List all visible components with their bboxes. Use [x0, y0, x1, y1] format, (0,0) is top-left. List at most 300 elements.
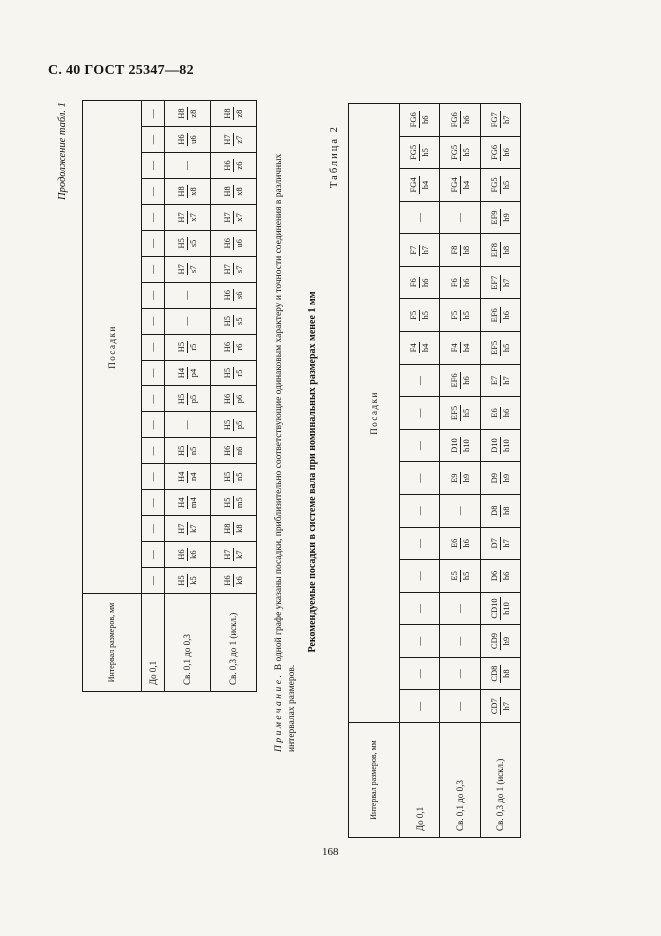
shaft-tolerance: z6: [233, 161, 244, 170]
table2-cell: [400, 104, 440, 137]
shaft-tolerance: h5: [460, 571, 471, 581]
fit-fraction: [223, 289, 244, 301]
table1-cell: [164, 204, 210, 230]
shaft-tolerance: m5: [233, 497, 244, 509]
table1-cell: [141, 308, 164, 334]
shaft-tolerance: h7: [500, 376, 511, 385]
hole-tolerance: F6: [408, 278, 419, 288]
table2-cell: [440, 527, 480, 560]
table2-cell: [400, 201, 440, 234]
note-text: В одной графе указаны посадки, приблизительно соответствующие одинаковым характеру и точности соединения в различных интервалах размеров.: [274, 153, 297, 752]
table1-cell: [210, 438, 256, 464]
hole-tolerance: H6: [175, 134, 186, 145]
fit-fraction: [490, 570, 511, 582]
empty-cell-dash: —: [147, 316, 158, 326]
table2-cell: [400, 592, 440, 625]
fit-fraction: [450, 310, 471, 321]
shaft-tolerance: h5: [420, 148, 431, 157]
table2-grid: [348, 103, 521, 838]
fit-fraction: [490, 665, 511, 683]
shaft-tolerance: h8: [500, 245, 511, 255]
hole-tolerance: H4: [175, 471, 186, 482]
table1-cell: [210, 386, 256, 412]
table1-cell: [141, 542, 164, 568]
shaft-tolerance: h6: [500, 571, 511, 581]
shaft-tolerance: n6: [233, 446, 244, 456]
hole-tolerance: CD10: [488, 598, 499, 619]
table1-cell: [141, 101, 164, 127]
table1-cell: [141, 179, 164, 205]
table1-note: [273, 112, 298, 752]
table1-row: [210, 101, 256, 692]
table2-cell: [480, 429, 520, 462]
fit-fraction: [490, 111, 511, 128]
table2-title: Таблица 2: [329, 125, 340, 188]
shaft-tolerance: h6: [500, 311, 511, 320]
hole-tolerance: FG7: [488, 112, 499, 128]
hole-tolerance: F4: [408, 343, 419, 353]
table1-cell: [141, 360, 164, 386]
table2-cell: [440, 429, 480, 462]
empty-cell-dash: —: [147, 524, 158, 534]
shaft-tolerance: m4: [187, 497, 198, 509]
table1-row: [141, 101, 164, 692]
shaft-tolerance: k7: [233, 550, 244, 559]
table1-cell: [141, 438, 164, 464]
shaft-tolerance: h4: [420, 343, 431, 353]
hole-tolerance: H5: [175, 393, 186, 405]
table1-cell: [210, 282, 256, 308]
hole-tolerance: H5: [175, 575, 186, 586]
table2-cell: [440, 494, 480, 527]
table2-row-label: Св. 0,3 до 1 (искл.): [480, 723, 520, 838]
fit-fraction: [450, 144, 471, 161]
table2-cell: [440, 201, 480, 234]
hole-tolerance: FG4: [448, 177, 459, 193]
table2-cell: [400, 299, 440, 332]
table2-cell: [400, 657, 440, 690]
table2-cell: [400, 364, 440, 397]
table1-cell: [210, 334, 256, 360]
fit-fraction: [177, 548, 198, 560]
fit-fraction: [450, 277, 471, 288]
fit-fraction: [450, 176, 471, 193]
empty-cell-dash: —: [414, 441, 425, 451]
hole-tolerance: H5: [221, 419, 232, 431]
empty-cell-dash: —: [455, 701, 466, 711]
table2-cell: [400, 234, 440, 267]
shaft-tolerance: h4: [420, 180, 431, 190]
table1-cell: [141, 256, 164, 282]
shaft-tolerance: h8: [500, 506, 511, 515]
hole-tolerance: EF6: [448, 373, 459, 388]
table1-cell: [164, 412, 210, 438]
hole-tolerance: EF8: [488, 243, 499, 258]
fit-fraction: [409, 342, 430, 353]
fit-fraction: [409, 310, 430, 321]
hole-tolerance: D7: [488, 538, 499, 549]
table2-cell: [440, 397, 480, 430]
hole-tolerance: H8: [221, 108, 232, 119]
table2-cell: [480, 234, 520, 267]
shaft-tolerance: k5: [187, 576, 198, 585]
empty-cell-dash: —: [147, 342, 158, 352]
fit-fraction: [490, 437, 511, 454]
shaft-tolerance: h9: [500, 636, 511, 646]
fit-fraction: [223, 211, 244, 223]
shaft-tolerance: s7: [187, 265, 198, 274]
table2-cell: [480, 592, 520, 625]
shaft-tolerance: p4: [187, 368, 198, 378]
table2-cell: [440, 657, 480, 690]
hole-tolerance: FG4: [408, 177, 419, 193]
table1: [82, 100, 257, 692]
fit-fraction: [490, 597, 511, 619]
shaft-tolerance: h9: [500, 473, 511, 483]
fit-fraction: [490, 632, 511, 650]
empty-cell-dash: —: [455, 603, 466, 613]
table1-cell: [141, 464, 164, 490]
hole-tolerance: EF6: [488, 308, 499, 323]
hole-tolerance: H8: [175, 108, 186, 119]
fit-fraction: [177, 185, 198, 197]
empty-cell-dash: —: [147, 186, 158, 196]
fit-fraction: [409, 176, 430, 193]
table1-cell: [210, 516, 256, 542]
empty-cell-dash: —: [147, 498, 158, 508]
table2-cell: [440, 136, 480, 169]
empty-cell-dash: —: [414, 375, 425, 385]
table2-cell: [480, 625, 520, 658]
table2-row: [440, 104, 480, 838]
table2-cell: [400, 397, 440, 430]
hole-tolerance: FG6: [408, 112, 419, 128]
hole-tolerance: F4: [448, 343, 459, 353]
fit-fraction: [223, 159, 244, 171]
table2-cell: [400, 527, 440, 560]
table2-caption: Рекомендуемые посадки в системе вала при номинальных размерах менее 1 мм: [307, 291, 318, 653]
hole-tolerance: H6: [175, 549, 186, 560]
fit-fraction: [450, 342, 471, 353]
shaft-tolerance: p6: [233, 394, 244, 404]
table1-cell: [164, 256, 210, 282]
table1-row-label: Св. 0,1 до 0,3: [164, 594, 210, 692]
shaft-tolerance: h9: [460, 473, 471, 483]
table2-cell: [400, 169, 440, 202]
hole-tolerance: H7: [221, 134, 232, 145]
shaft-tolerance: n4: [187, 472, 198, 482]
empty-cell-dash: —: [147, 472, 158, 482]
note-label: Примечание.: [274, 672, 284, 752]
empty-cell-dash: —: [147, 212, 158, 222]
table1-cell: [141, 334, 164, 360]
shaft-tolerance: h7: [500, 539, 511, 548]
hole-tolerance: FG6: [488, 144, 499, 160]
shaft-tolerance: k8: [233, 524, 244, 533]
table2-cell: [480, 527, 520, 560]
empty-cell-dash: —: [414, 213, 425, 223]
hole-tolerance: H4: [175, 367, 186, 379]
table2-cell: [480, 136, 520, 169]
table2-cell: [440, 104, 480, 137]
hole-tolerance: H8: [221, 523, 232, 534]
table1-cell: [164, 464, 210, 490]
page-number: 168: [322, 846, 339, 858]
hole-tolerance: E6: [488, 408, 499, 418]
table2-cell: [480, 690, 520, 723]
table2-cell: [400, 560, 440, 593]
hole-tolerance: H5: [175, 445, 186, 457]
shaft-tolerance: z8: [187, 109, 198, 118]
table1-cell: [164, 568, 210, 594]
shaft-tolerance: h6: [500, 408, 511, 418]
table1-cell: [141, 412, 164, 438]
table2-cell: [480, 397, 520, 430]
table2-row: [400, 104, 440, 838]
empty-cell-dash: —: [414, 538, 425, 548]
fit-fraction: [223, 185, 244, 197]
empty-cell-dash: —: [147, 290, 158, 300]
shaft-tolerance: h5: [500, 343, 511, 353]
empty-cell-dash: —: [147, 446, 158, 456]
hole-tolerance: E7: [488, 375, 499, 386]
hole-tolerance: F5: [408, 310, 419, 320]
table2-cell: [440, 690, 480, 723]
hole-tolerance: H5: [221, 367, 232, 379]
empty-cell-dash: —: [147, 109, 158, 119]
hole-tolerance: F6: [448, 278, 459, 288]
hole-tolerance: FG5: [488, 177, 499, 193]
table2-cell: [480, 299, 520, 332]
hole-tolerance: H6: [221, 445, 232, 457]
hole-tolerance: H7: [175, 264, 186, 275]
empty-cell-dash: —: [414, 473, 425, 483]
fit-fraction: [490, 340, 511, 356]
table2-cell: [480, 104, 520, 137]
fit-fraction: [177, 367, 198, 379]
empty-cell-dash: —: [147, 576, 158, 586]
fit-fraction: [223, 133, 244, 145]
table1-row-label: До 0,1: [141, 594, 164, 692]
hole-tolerance: H7: [221, 549, 232, 560]
table1-cell: [164, 101, 210, 127]
table1-fits-header: Посадки: [83, 101, 142, 594]
table1-cell: [141, 153, 164, 179]
shaft-tolerance: k6: [187, 550, 198, 559]
fit-fraction: [490, 242, 511, 258]
table2-interval-header: Интервал размеров, мм: [349, 723, 400, 838]
table1-cell: [210, 256, 256, 282]
fit-fraction: [177, 211, 198, 223]
table1-cell: [210, 360, 256, 386]
fit-fraction: [409, 277, 430, 288]
table1-row: [164, 101, 210, 692]
table1-cell: [164, 153, 210, 179]
shaft-tolerance: u6: [187, 135, 198, 144]
hole-tolerance: H4: [175, 497, 186, 508]
table1-cell: [141, 127, 164, 153]
fit-fraction: [450, 405, 471, 421]
hole-tolerance: H6: [221, 341, 232, 353]
hole-tolerance: H8: [221, 186, 232, 197]
hole-tolerance: E9: [448, 473, 459, 483]
fit-fraction: [450, 372, 471, 388]
empty-cell-dash: —: [414, 408, 425, 418]
shaft-tolerance: s5: [233, 317, 244, 325]
fit-fraction: [223, 263, 244, 275]
fit-fraction: [177, 107, 198, 119]
table2-cell: [440, 332, 480, 365]
table2-cell: [440, 462, 480, 495]
fit-fraction: [223, 445, 244, 457]
hole-tolerance: E6: [448, 538, 459, 549]
shaft-tolerance: h10: [500, 439, 511, 452]
fit-fraction: [490, 307, 511, 323]
table1-cell: [141, 282, 164, 308]
shaft-tolerance: h6: [420, 115, 431, 125]
table1-interval-header: Интервал размеров, мм: [83, 594, 142, 692]
shaft-tolerance: p5: [233, 420, 244, 430]
fit-fraction: [223, 367, 244, 379]
empty-cell-dash: —: [182, 290, 193, 300]
shaft-tolerance: r6: [233, 343, 244, 351]
hole-tolerance: H5: [221, 471, 232, 482]
fit-fraction: [490, 176, 511, 193]
table2-cell: [440, 266, 480, 299]
shaft-tolerance: h7: [500, 278, 511, 287]
hole-tolerance: F8: [448, 245, 459, 255]
table1-cell: [164, 386, 210, 412]
fit-fraction: [177, 522, 198, 534]
table2-cell: [440, 299, 480, 332]
empty-cell-dash: —: [455, 636, 466, 646]
hole-tolerance: H6: [221, 393, 232, 405]
empty-cell-dash: —: [147, 550, 158, 560]
fit-fraction: [223, 341, 244, 353]
table1-cell: [210, 127, 256, 153]
hole-tolerance: H5: [221, 497, 232, 508]
shaft-tolerance: h4: [460, 180, 471, 190]
empty-cell-dash: —: [182, 316, 193, 326]
shaft-tolerance: h7: [500, 701, 511, 711]
table2-cell: [400, 429, 440, 462]
hole-tolerance: D8: [488, 505, 499, 516]
shaft-tolerance: h6: [460, 278, 471, 287]
table2-cell: [440, 169, 480, 202]
hole-tolerance: F5: [448, 310, 459, 320]
table1-cell: [210, 153, 256, 179]
fit-fraction: [223, 574, 244, 586]
empty-cell-dash: —: [455, 506, 466, 516]
fit-fraction: [223, 496, 244, 509]
shaft-tolerance: h5: [460, 408, 471, 418]
shaft-tolerance: h8: [460, 245, 471, 255]
fit-fraction: [450, 437, 471, 454]
hole-tolerance: FG6: [448, 112, 459, 128]
empty-cell-dash: —: [182, 420, 193, 430]
table1-cell: [210, 230, 256, 256]
empty-cell-dash: —: [147, 420, 158, 430]
table2-cell: [480, 266, 520, 299]
empty-cell-dash: —: [147, 368, 158, 378]
hole-tolerance: H7: [175, 212, 186, 223]
fit-fraction: [409, 144, 430, 161]
hole-tolerance: EF9: [488, 210, 499, 225]
table1-cell: [164, 308, 210, 334]
hole-tolerance: H7: [175, 523, 186, 534]
table1-cell: [141, 516, 164, 542]
empty-cell-dash: —: [414, 669, 425, 679]
empty-cell-dash: —: [414, 603, 425, 613]
fit-fraction: [490, 697, 511, 715]
table1-cell: [210, 204, 256, 230]
shaft-tolerance: z8: [233, 109, 244, 118]
table2-cell: [400, 462, 440, 495]
table2-cell: [440, 364, 480, 397]
table1-cell: [164, 438, 210, 464]
table1-cell: [164, 490, 210, 516]
table1-grid: [82, 100, 257, 692]
fit-fraction: [223, 471, 244, 483]
shaft-tolerance: h5: [500, 180, 511, 190]
shaft-tolerance: h6: [500, 148, 511, 157]
hole-tolerance: EF7: [488, 275, 499, 290]
fit-fraction: [177, 341, 198, 353]
table1-cell: [164, 282, 210, 308]
shaft-tolerance: p5: [187, 394, 198, 404]
hole-tolerance: E5: [448, 571, 459, 581]
hole-tolerance: H7: [221, 212, 232, 223]
fit-fraction: [223, 237, 244, 249]
table1-cell: [210, 179, 256, 205]
empty-cell-dash: —: [414, 506, 425, 516]
page-header: С. 40 ГОСТ 25347—82: [48, 63, 194, 78]
fit-fraction: [223, 419, 244, 431]
shaft-tolerance: s6: [233, 291, 244, 300]
hole-tolerance: D10: [448, 438, 459, 453]
shaft-tolerance: h5: [460, 148, 471, 157]
hole-tolerance: H6: [221, 160, 232, 171]
table1-cell: [164, 127, 210, 153]
fit-fraction: [450, 111, 471, 128]
table2-cell: [480, 364, 520, 397]
table1-cell: [141, 204, 164, 230]
shaft-tolerance: h9: [500, 213, 511, 222]
fit-fraction: [490, 375, 511, 386]
empty-cell-dash: —: [414, 636, 425, 646]
fit-fraction: [450, 538, 471, 549]
table1-cell: [141, 230, 164, 256]
table2-cell: [480, 169, 520, 202]
table2-cell: [440, 592, 480, 625]
hole-tolerance: H8: [175, 186, 186, 197]
shaft-tolerance: k7: [187, 524, 198, 533]
table1-cell: [164, 179, 210, 205]
table2-cell: [440, 234, 480, 267]
empty-cell-dash: —: [147, 161, 158, 171]
table1-cell: [164, 360, 210, 386]
empty-cell-dash: —: [455, 669, 466, 679]
fit-fraction: [223, 393, 244, 405]
fit-fraction: [490, 505, 511, 517]
hole-tolerance: EF5: [448, 405, 459, 421]
fit-fraction: [490, 275, 511, 291]
hole-tolerance: H5: [175, 341, 186, 353]
fit-fraction: [490, 537, 511, 549]
shaft-tolerance: r5: [187, 343, 198, 351]
hole-tolerance: CD7: [488, 698, 499, 715]
table1-cell: [141, 490, 164, 516]
